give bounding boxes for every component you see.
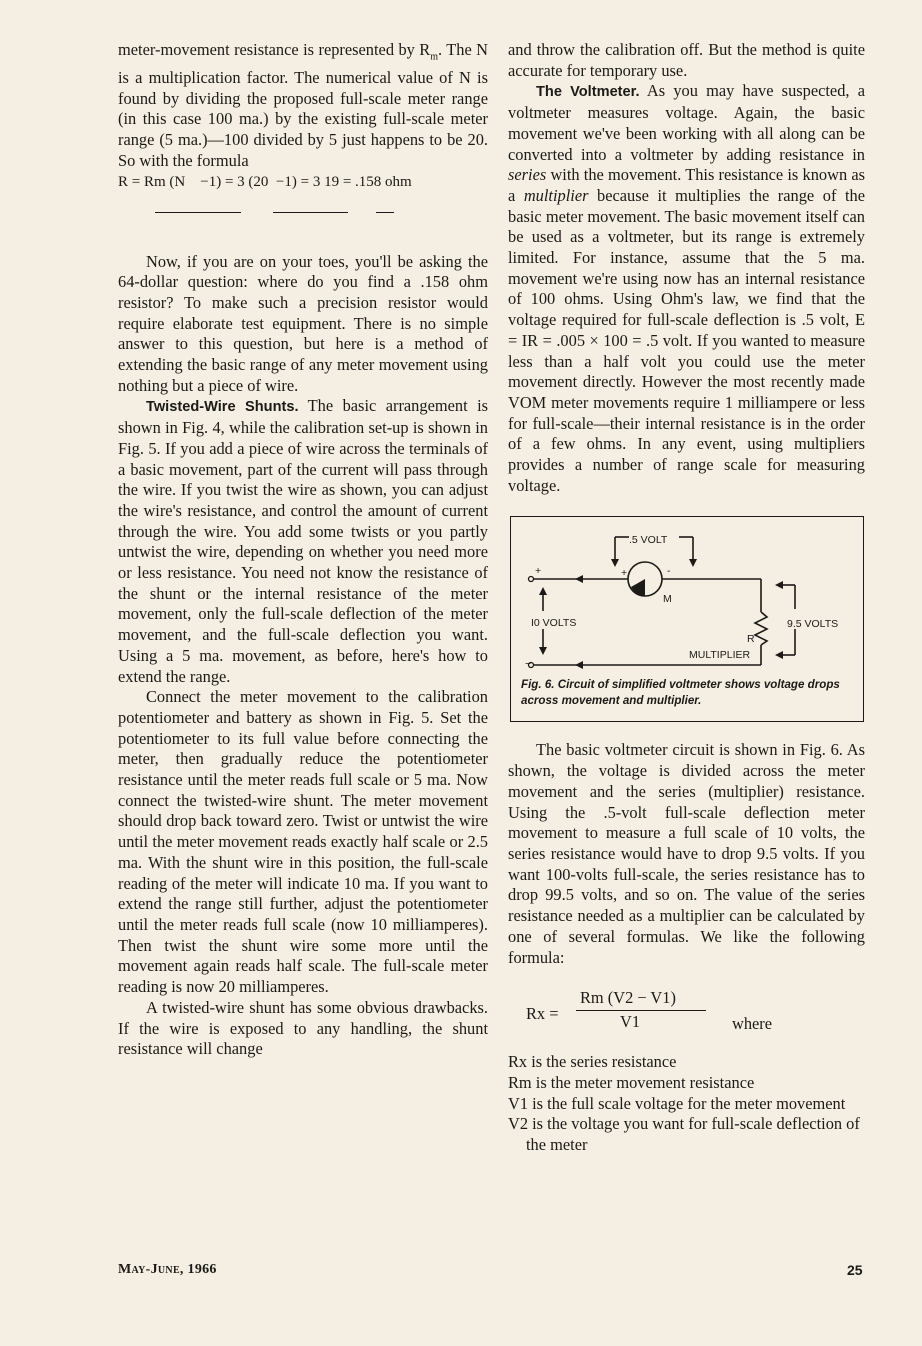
section-lead: Twisted-Wire Shunts. xyxy=(146,399,299,416)
definition-item: V2 is the voltage you want for full-scale deflection of the meter xyxy=(508,1114,860,1155)
label-10-volts: I0 VOLTS xyxy=(531,617,577,630)
fraction-bar xyxy=(273,212,348,213)
formula-numerator: 3 xyxy=(237,173,245,190)
formula-lhs: Rx = xyxy=(526,1004,559,1024)
emphasis: series xyxy=(508,165,547,185)
issue-date: May-June, 1966 xyxy=(118,1262,217,1277)
label-half-volt: .5 VOLT xyxy=(629,534,668,547)
definition-item: Rm is the meter movement resistance xyxy=(508,1072,755,1092)
left-column xyxy=(118,40,488,1060)
paragraph: A twisted-wire shunt has some obvious drawbacks. If the wire is exposed to any handling, the shunt resistance will change xyxy=(118,997,488,1059)
paragraph: and throw the calibration off. But the method is quite accurate for temporary use. xyxy=(508,40,865,80)
equals: = xyxy=(300,173,310,190)
paragraph: Connect the meter movement to the calibration potentiometer and battery as shown in Fig. 5. Set the potentiometer to its full value before connecting the meter, then gradually reduce the potentiometer resistance until the meter reads full scale or 5 ma. Now connect the twisted-wire shunt. The meter movement should drop back toward zero. Twist or untwist the wire until the meter movement reads exactly half scale or 2.5 ma. With the shunt wire in this position, the full-scale reading of the meter will indicate 10 ma. If you want to extend the range still further, adjust the potentiometer until the meter reads full scale (now 10 milliamperes). Then twist the shunt wire some more until the movement again reads half scale. The full-scale meter reading is now 20 milliamperes. xyxy=(118,687,488,997)
label-plus: + xyxy=(621,567,628,580)
formula-denominator: (N −1) xyxy=(169,173,222,190)
text: because it multiplies the range of the basic meter movement. The basic movement itself can be used as a voltmeter, but its range is extremely limited. For instance, assume that the 5 ma. movement we're using now has an internal resistance of 100 ohms. Using Ohm's law, we find that the voltage required for full-scale deflection is .5 volt, E = IR = .005 × 100 = .5 volt. If you wanted to measure less than a half volt you could use the meter movement directly. However the most recently made VOM meter movements require 1 milliampere or less for full-scale—their internal resistance is in the order of a few ohms. In any event, using multipliers provides a number of range scale for measuring voltage. xyxy=(508,185,865,495)
page-number: 25 xyxy=(847,1262,863,1278)
formula-numerator: 3 xyxy=(312,173,321,190)
text: with the movement. This resistance is known as a xyxy=(508,165,865,205)
formula-numerator: Rm (V2 − V1) xyxy=(580,988,676,1008)
label-minus: − xyxy=(525,658,532,671)
fraction-bar xyxy=(155,212,241,213)
label-9-5-volts: 9.5 VOLTS xyxy=(787,618,839,631)
paragraph xyxy=(118,40,488,172)
definition-list xyxy=(508,1052,865,1156)
equals: = xyxy=(224,173,234,190)
formula-where: where xyxy=(732,1014,773,1034)
shunt-formula xyxy=(118,172,488,252)
subscript: m xyxy=(430,51,438,63)
multiplier-formula xyxy=(508,974,865,1048)
text: . The N is a multiplication factor. The numerical value of N is found by dividing the proposed full-scale meter range (in this case 100 ma.) by the existing full-scale meter range (5 ma.)—100 divided by 5 just happens to be 20. So with the formula xyxy=(118,40,488,170)
formula-denominator: 19 xyxy=(324,173,340,190)
label-plus: + xyxy=(535,565,542,578)
label-resistor: R xyxy=(747,633,755,646)
definition-item: V1 is the full scale voltage for the meter movement xyxy=(508,1093,846,1113)
fraction-bar xyxy=(576,1010,706,1011)
formula-result: = .158 ohm xyxy=(342,173,412,190)
formula-denominator: V1 xyxy=(620,1012,641,1032)
section-lead: The Voltmeter. xyxy=(536,84,640,101)
label-meter: M xyxy=(663,593,672,606)
formula-lhs: R = xyxy=(118,173,141,190)
right-column xyxy=(508,40,865,1156)
formula-denominator: (20 −1) xyxy=(248,173,297,190)
paragraph: The basic voltmeter circuit is shown in Fig. 6. As shown, the voltage is divided across the meter movement and the series (multiplier) resistance. Using the .5-volt full-scale deflection meter movement to measure a full scale of 10 volts, the series resistance would have to drop 9.5 volts. If you want 100-volts full-scale, the series resistance has to drop 99.5 volts, and so on. The value of the series resistance needed as a multiplier can be calculated by one of several formulas. We like the following formula: xyxy=(508,740,865,967)
definition-item: Rx is the series resistance xyxy=(508,1052,677,1072)
paragraph: Now, if you are on your toes, you'll be asking the 64-dollar question: where do you find a .158 ohm resistor? To make such a precision resistor would require elaborate test equipment. There is no simple answer to this question, but here is a method of extending the basic range of any meter movement using nothing but a piece of wire. xyxy=(118,251,488,395)
text: meter-movement resistance is represented by R xyxy=(118,40,431,59)
text: As you may have suspected, a voltmeter measures voltage. Again, the basic movement we've been working with all along can be converted into a voltmeter by adding resistance in xyxy=(508,81,865,164)
fraction-bar xyxy=(376,212,394,213)
figure-caption: Fig. 6. Circuit of simplified voltmeter shows voltage drops across movement and multiplier. xyxy=(521,678,840,708)
label-multiplier: MULTIPLIER xyxy=(689,649,751,662)
emphasis: multiplier xyxy=(523,185,589,205)
formula-numerator: Rm xyxy=(143,173,166,190)
text: The basic arrangement is shown in Fig. 4, while the calibration set-up is shown in Fig. 5. If you add a piece of wire across the terminals of a basic movement, part of the current will pass through the wire. If you twist the wire as shown, you can adjust the wire's resistance, and control the amount of current through the wire. You add some twists or you partly untwist the wire, depending on whether you need more or less resistance. You need not know the resistance of the shunt or the internal resistance of the meter movement, only the full-scale deflection of the meter movement, and the full-scale deflection you want. Using a 5 ma. movement, as before, here's how to extend the range. xyxy=(118,396,488,686)
label-minus: - xyxy=(667,565,671,578)
figure-6 xyxy=(510,516,864,722)
